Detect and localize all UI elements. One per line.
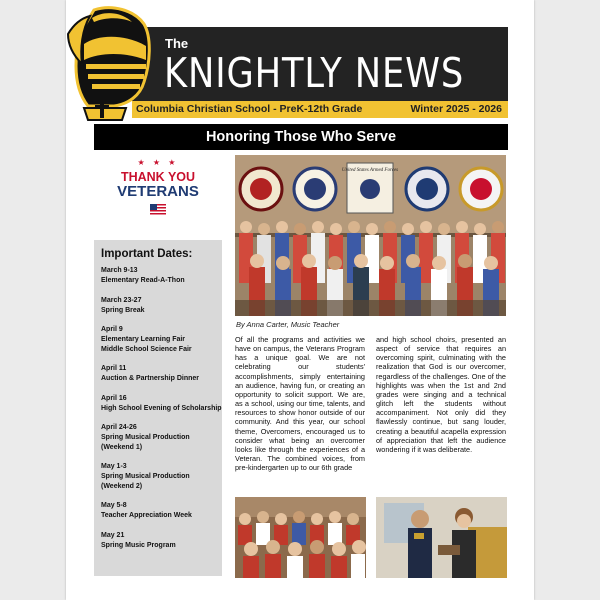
event-desc: Spring Break — [101, 306, 145, 314]
event-date: April 16 — [101, 394, 127, 402]
knight-helmet-icon — [64, 4, 156, 122]
event-date: March 23-27 — [101, 296, 142, 304]
photo-young-choir — [235, 497, 366, 578]
list-item — [101, 501, 222, 521]
event-date: May 1-3 — [101, 463, 127, 470]
masthead-title: KNIGHTLY NEWS — [164, 49, 465, 97]
event-desc: Spring Musical Production (Weekend 1) — [101, 434, 190, 451]
main-photo-choir — [235, 155, 506, 316]
list-item — [101, 531, 222, 551]
school-name: Columbia Christian School - PreK-12th Grade — [136, 103, 363, 115]
badge-line2: VETERANS — [117, 183, 199, 200]
event-date: March 9-13 — [101, 267, 138, 274]
event-desc: Auction & Partnership Dinner — [101, 375, 200, 382]
event-date: April 11 — [101, 365, 127, 372]
event-desc: Spring Musical Production (Weekend 2) — [101, 473, 190, 490]
list-item — [101, 296, 222, 316]
list-item — [101, 325, 222, 354]
event-desc: High School Evening of Scholarship — [101, 404, 222, 412]
badge-line1: THANK YOU — [120, 170, 196, 184]
headline-bar — [94, 124, 508, 150]
event-desc: Elementary Read-A-Thon — [101, 277, 185, 284]
list-item — [101, 394, 222, 414]
event-date: May 5-8 — [101, 502, 127, 509]
sidebar-title: Important Dates: — [101, 248, 193, 260]
masthead-the: The — [165, 36, 189, 51]
event-desc: Elementary Learning Fair Middle School Science Fair — [101, 336, 192, 353]
event-desc: Teacher Appreciation Week — [101, 512, 192, 519]
important-dates-sidebar — [94, 240, 222, 576]
list-item — [101, 462, 222, 491]
article-column-2: and high school choirs, presented an aspect of service that requires an overcoming spirit, culminating with the realization that God is our overcomer, regardless of the challenges. One of the highlights was when the 1st and 2nd grades were singing and a technical glitch left the students without accompaniment. Not only did they flawlessly continue, but sang louder, creating a beautiful acapella expression of appreciation that left the audience wondering if it was deliberate. — [376, 335, 506, 454]
armed-forces-sign: United States Armed Forces — [341, 168, 399, 173]
us-flag-icon — [150, 204, 166, 215]
stars-icon: ★ ★ ★ — [137, 158, 179, 167]
photo-veteran-award — [376, 497, 507, 578]
list-item — [101, 364, 222, 384]
event-desc: Spring Music Program — [101, 541, 176, 549]
event-date: April 9 — [101, 326, 123, 333]
list-item — [101, 423, 222, 452]
list-item — [101, 266, 222, 286]
thank-you-veterans-badge — [108, 158, 208, 232]
event-date: April 24-26 — [101, 424, 137, 431]
event-date: May 21 — [101, 531, 125, 539]
headline: Honoring Those Who Serve — [205, 129, 397, 145]
article-byline: By Anna Carter, Music Teacher — [236, 320, 340, 329]
article-column-1: Of all the programs and activities we have on campus, the Veterans Program has a unique goal. We are not celebrating our students' accomplishments, simply entertaining an audience, having fun, or creating an opportunity to solicit support. We are, as a school, using our time, talents, and resources to show honor outside of our community. And this year, our school theme, Overcomers, encouraged us to consider what being an overcomer looks like through the experiences of a Veteran. The combined voices, from pre-kindergarten up to our 6th grade — [235, 335, 365, 473]
issue-date: Winter 2025 - 2026 — [410, 103, 502, 115]
masthead-subbar — [132, 101, 508, 118]
